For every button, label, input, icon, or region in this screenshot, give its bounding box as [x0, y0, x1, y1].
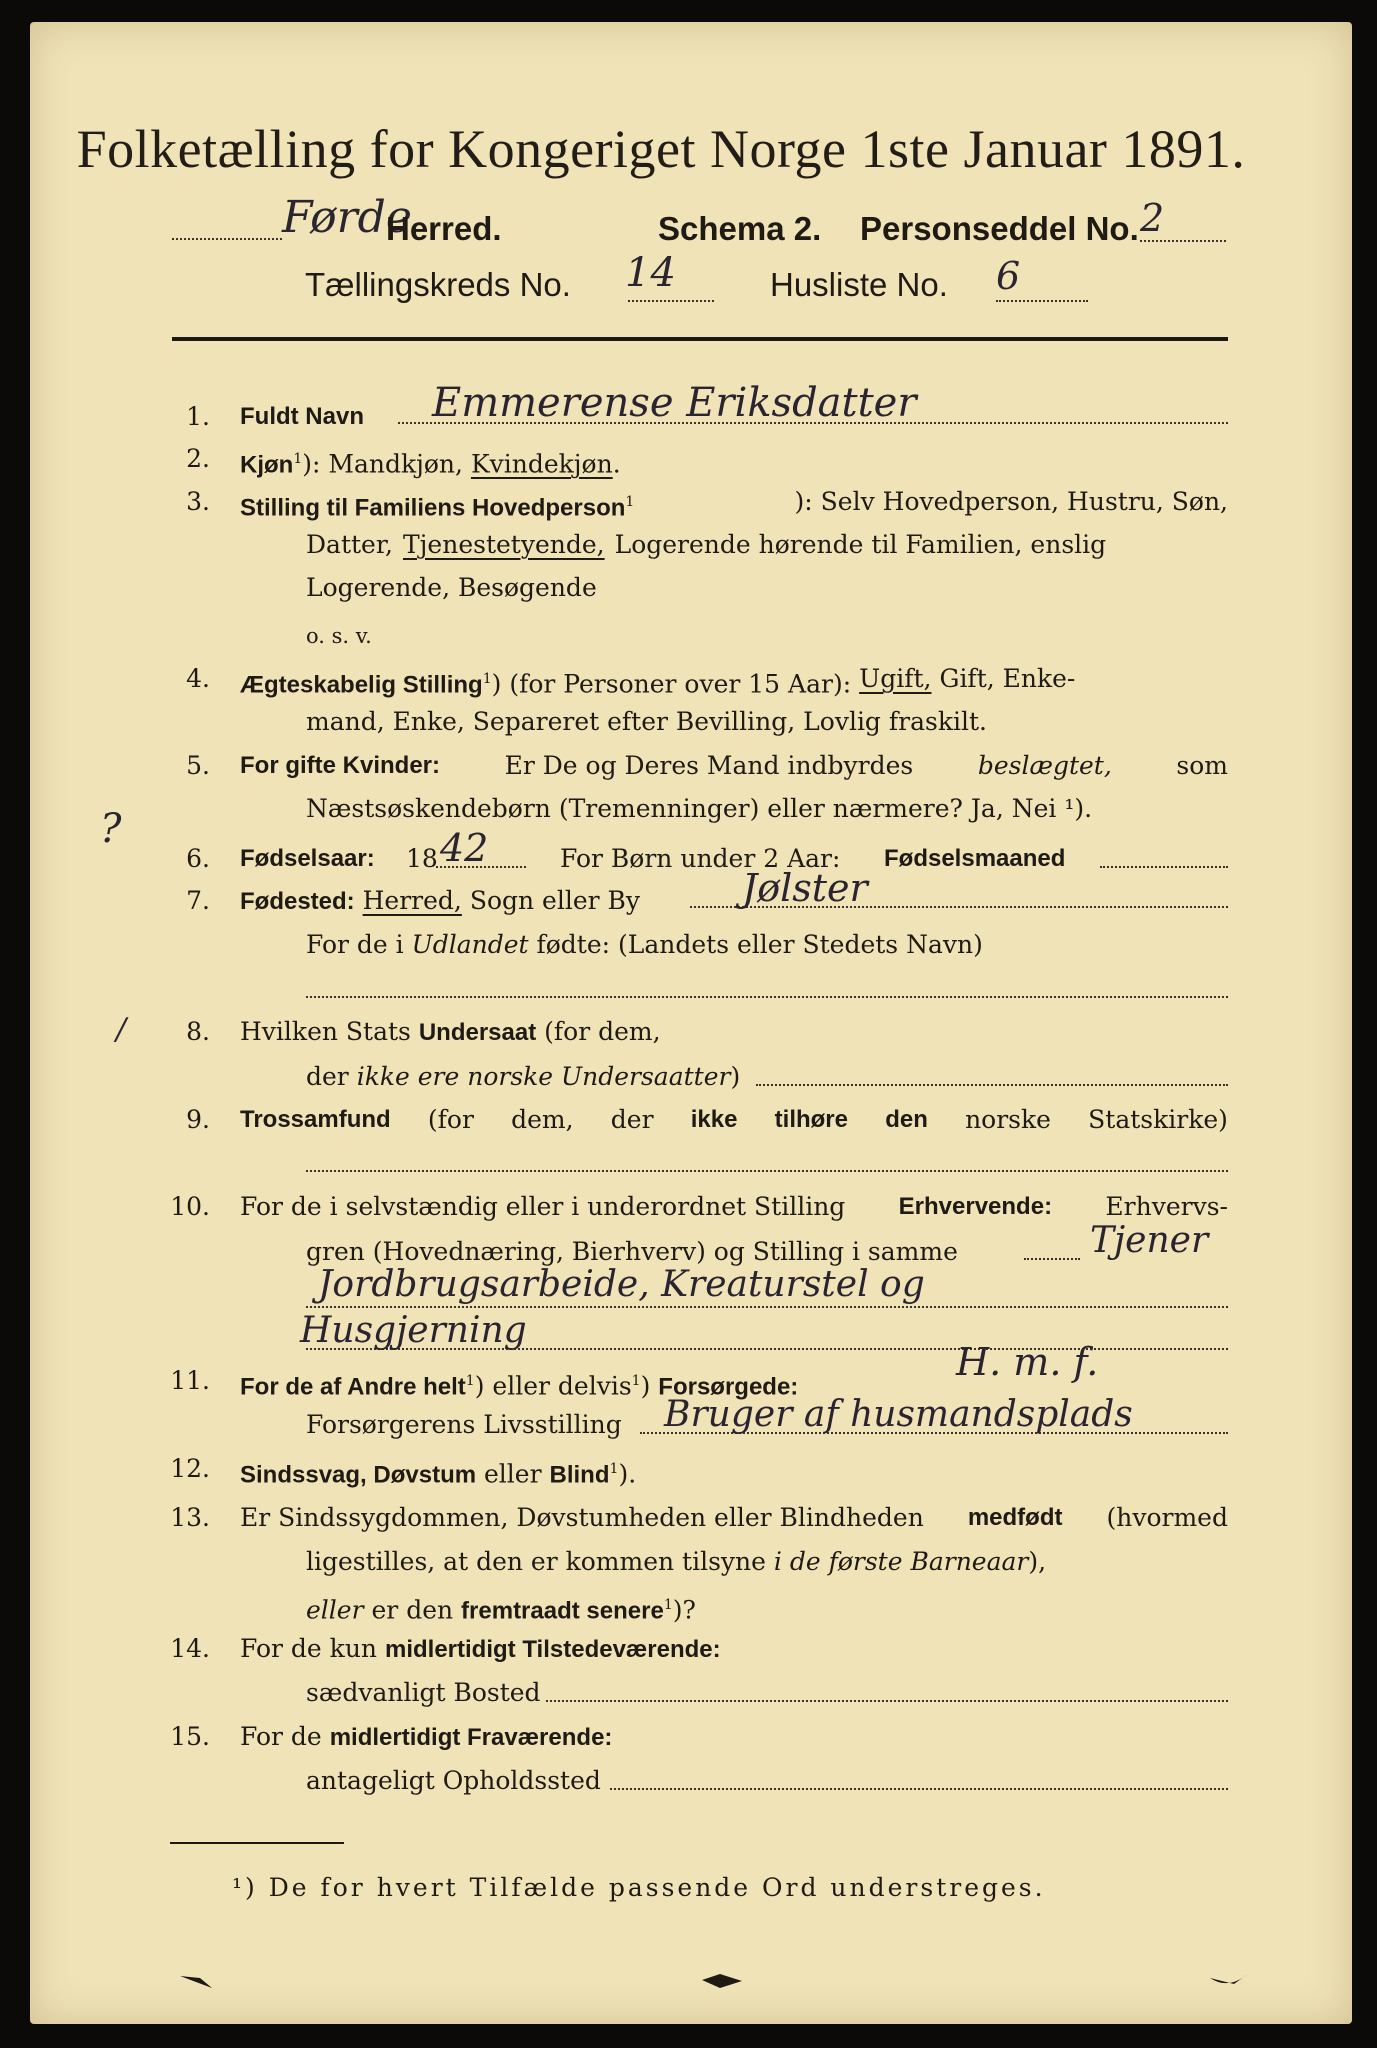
family-position-options2a: Datter, — [306, 530, 393, 559]
footnote-ref: 1 — [482, 671, 492, 687]
ornament-icon — [178, 1972, 218, 1992]
stay-dots — [610, 1788, 1228, 1790]
birthplace-options: Sogn eller By — [469, 886, 641, 915]
husliste-dots — [996, 300, 1088, 302]
citizenship-foreign: ikke ere norske Undersaatter — [356, 1062, 731, 1091]
citizenship-close: ) — [730, 1062, 741, 1091]
supported-label: Forsørgede: — [658, 1373, 799, 1401]
congenital-eller: eller — [306, 1595, 364, 1625]
footnote-ref: 1 — [625, 494, 635, 510]
occupation-value1: Tjener — [1090, 1220, 1209, 1261]
occupation-text: For de i selvstændig eller i underordnet Stilling — [240, 1192, 846, 1221]
foreign-text2: fødte: (Landets eller Stedets Navn) — [536, 930, 983, 959]
sex-end: . — [612, 449, 621, 479]
item-number: 15. — [170, 1722, 210, 1751]
congenital-label: medfødt — [967, 1504, 1063, 1531]
marital-row1 — [240, 664, 1228, 700]
married-women-som: som — [1176, 751, 1228, 780]
provider-value: Bruger af husmandsplads — [664, 1394, 1133, 1435]
birthplace-label: Fødested: — [240, 888, 355, 915]
married-women-row2: Næstsøskendebørn (Tremenninger) eller nærmere? Ja, Nei ¹). — [306, 794, 1093, 823]
birthplace-row2 — [306, 930, 983, 960]
supported-text: For de af Andre helt — [240, 1373, 466, 1401]
religion-word: norske — [965, 1105, 1051, 1134]
temp-present-label: midlertidigt Tilstedeværende: — [384, 1636, 721, 1663]
provider-label: Forsørgerens Livsstilling — [306, 1410, 622, 1439]
personseddel-label: Personseddel No. — [860, 210, 1139, 247]
full-name-value: Emmerense Eriksdatter — [432, 380, 917, 426]
usual-residence-label: sædvanligt Bosted — [306, 1678, 541, 1707]
temp-absent-label: midlertidigt Fraværende: — [329, 1724, 613, 1751]
birth-year-prefix: 18 — [406, 844, 438, 873]
birthplace-row1 — [240, 886, 640, 917]
congenital-text2: (hvormed — [1106, 1503, 1228, 1532]
foreign-udlandet: Udlandet — [411, 930, 529, 959]
occupation-dots — [1024, 1258, 1080, 1260]
disability-text: eller — [484, 1459, 542, 1489]
item-number: 6. — [186, 844, 210, 873]
birth-year-value: 42 — [440, 826, 489, 870]
kreds-label: Tællingskreds No. — [305, 266, 571, 303]
temp-absent-row1 — [240, 1722, 612, 1753]
disability-end: ). — [618, 1459, 637, 1489]
footnote: ¹) De for hvert Tilfælde passende Ord understreges. — [232, 1873, 1046, 1902]
religion-word: den — [885, 1106, 928, 1133]
item-number: 3. — [186, 487, 210, 516]
birthplace-selected: Herred, — [362, 886, 462, 915]
birth-month-dots — [1100, 866, 1228, 868]
sex-row — [240, 444, 621, 480]
foreign-dots — [306, 996, 1228, 998]
citizenship-row2 — [306, 1062, 740, 1092]
birth-month-text: For Børn under 2 Aar: — [560, 844, 841, 873]
religion-row — [240, 1105, 1228, 1135]
item-number: 4. — [186, 664, 210, 693]
disability-row: Sindssvag, Døvstum eller Blind$^1$). — [240, 1459, 637, 1489]
married-women-text: Er De og Deres Mand indbyrdes — [504, 751, 914, 780]
congenital-text4: er den — [371, 1595, 454, 1625]
marital-label: Ægteskabelig Stilling — [240, 671, 483, 699]
occupation-value3: Husgjerning — [300, 1310, 527, 1351]
margin-mark: / — [116, 1012, 127, 1047]
item-number: 13. — [170, 1503, 210, 1532]
marital-options: Gift, Enke- — [939, 664, 1076, 693]
item-number: 2. — [186, 444, 210, 473]
religion-word: (for — [427, 1105, 474, 1134]
margin-mark: ? — [100, 806, 122, 852]
religion-dots — [306, 1170, 1228, 1172]
husliste-value: 6 — [996, 254, 1021, 298]
religion-word: Statskirke) — [1088, 1105, 1228, 1134]
kreds-value: 14 — [625, 250, 676, 296]
occupation-label: Erhvervende: — [898, 1193, 1053, 1220]
header-rule — [172, 337, 1228, 341]
full-name-label: Fuldt Navn — [240, 403, 364, 430]
item-number: 11. — [170, 1366, 210, 1395]
herred-label: Herred. — [386, 210, 502, 247]
occupation-value2: Jordbrugsarbeide, Kreaturstel og — [318, 1264, 925, 1305]
supported-text2: eller delvis — [492, 1371, 632, 1401]
congenital-row2 — [306, 1547, 1046, 1577]
occupation-row1 — [240, 1192, 1228, 1222]
item-number: 10. — [170, 1192, 210, 1221]
family-position-osv: o. s. v. — [306, 624, 372, 648]
citizenship-der: der — [306, 1062, 349, 1091]
birth-month-label: Fødselsmaaned — [884, 845, 1066, 872]
congenital-childhood: i de første Barneaar — [773, 1547, 1029, 1576]
congenital-close: ), — [1028, 1547, 1047, 1576]
sex-selected: Kvindekjøn — [470, 449, 613, 479]
occupation-text2: Erhvervs- — [1105, 1192, 1228, 1221]
foreign-text: For de i — [306, 930, 404, 959]
married-women-label: For gifte Kvinder: — [240, 752, 441, 779]
husliste-label: Husliste No. — [770, 266, 948, 303]
herred-dots — [172, 238, 282, 240]
sex-label: Kjøn — [240, 451, 294, 479]
religion-word: ikke — [690, 1106, 738, 1133]
usual-residence-dots — [546, 1700, 1228, 1702]
religion-word: tilhøre — [774, 1106, 848, 1133]
citizenship-label: Undersaat — [418, 1019, 537, 1046]
herred-value: Førde — [282, 192, 412, 243]
item-number: 14. — [170, 1634, 210, 1663]
sex-options: ): Mandkjøn, — [302, 449, 463, 479]
religion-word: der — [610, 1105, 654, 1134]
religion-word: dem, — [511, 1105, 574, 1134]
family-position-row2 — [306, 530, 1228, 560]
census-form-sheet — [30, 22, 1352, 2024]
congenital-row1 — [240, 1503, 1228, 1533]
marital-selected: Ugift, — [859, 664, 932, 693]
family-position-row1 — [240, 487, 1228, 523]
item-number: 12. — [170, 1454, 210, 1483]
family-position-label: Stilling til Familiens Hovedperson — [240, 494, 626, 522]
family-position-options2b: Logerende hørende til Familien, enslig — [614, 530, 1107, 559]
supported-row1: For de af Andre helt$^1$) eller delvis$^1$) Forsørgede: — [240, 1371, 799, 1401]
temp-present-row1 — [240, 1634, 721, 1665]
citizenship-text: Hvilken Stats — [240, 1017, 411, 1046]
occupation-row2: gren (Hovednæring, Bierhverv) og Stilling i samme — [306, 1237, 958, 1266]
item-number: 5. — [186, 751, 210, 780]
form-title: Folketælling for Kongeriget Norge 1ste Januar 1891. — [76, 119, 1246, 179]
item-number: 1. — [186, 402, 210, 431]
footnote-ref: 1 — [293, 451, 303, 467]
citizenship-dots — [756, 1084, 1228, 1086]
ornament-icon — [1208, 1970, 1252, 1992]
marital-row2: mand, Enke, Separeret efter Bevilling, Lovlig fraskilt. — [306, 707, 987, 736]
footnote-rule — [170, 1842, 344, 1844]
item-number: 9. — [186, 1105, 210, 1134]
birth-year-label: Fødselsaar: — [240, 845, 375, 872]
personseddel-value: 2 — [1140, 196, 1165, 240]
married-women-row1 — [240, 751, 1228, 781]
congenital-text3: ligestilles, at den er kommen tilsyne — [306, 1547, 766, 1576]
congenital-end: )? — [672, 1595, 696, 1625]
congenital-row3: eller er den fremtraadt senere$^1$)? — [306, 1595, 696, 1625]
occupation-dots2 — [306, 1306, 1228, 1308]
temp-absent-text: For de — [240, 1722, 322, 1751]
personseddel-dots — [1140, 240, 1226, 242]
family-position-options1: ): Selv Hovedperson, Hustru, Søn, — [794, 487, 1228, 516]
disability-label1: Sindssvag, Døvstum — [240, 1461, 477, 1489]
ornament-icon — [700, 1970, 744, 1992]
citizenship-text2: (for dem, — [544, 1017, 661, 1046]
birthplace-value: Jølster — [742, 866, 868, 910]
kreds-dots — [628, 300, 714, 302]
schema-label: Schema 2. — [658, 210, 822, 247]
family-position-selected: Tjenestetyende, — [403, 530, 605, 559]
marital-text: ) (for Personer over 15 Aar): — [491, 669, 852, 699]
citizenship-row1 — [240, 1017, 661, 1048]
item-number: 7. — [186, 886, 210, 915]
religion-label: Trossamfund — [240, 1106, 391, 1133]
item-number: 8. — [186, 1017, 210, 1046]
stay-label: antageligt Opholdssted — [306, 1766, 601, 1795]
congenital-later: fremtraadt senere — [461, 1597, 664, 1625]
family-position-options3: Logerende, Besøgende — [306, 573, 597, 602]
disability-label2: Blind — [549, 1461, 610, 1489]
temp-present-text: For de kun — [240, 1634, 378, 1663]
congenital-text: Er Sindssygdommen, Døvstumheden eller Blindheden — [240, 1503, 924, 1532]
supported-value: H. m. f. — [956, 1340, 1099, 1384]
married-women-related: beslægtet, — [977, 751, 1112, 780]
